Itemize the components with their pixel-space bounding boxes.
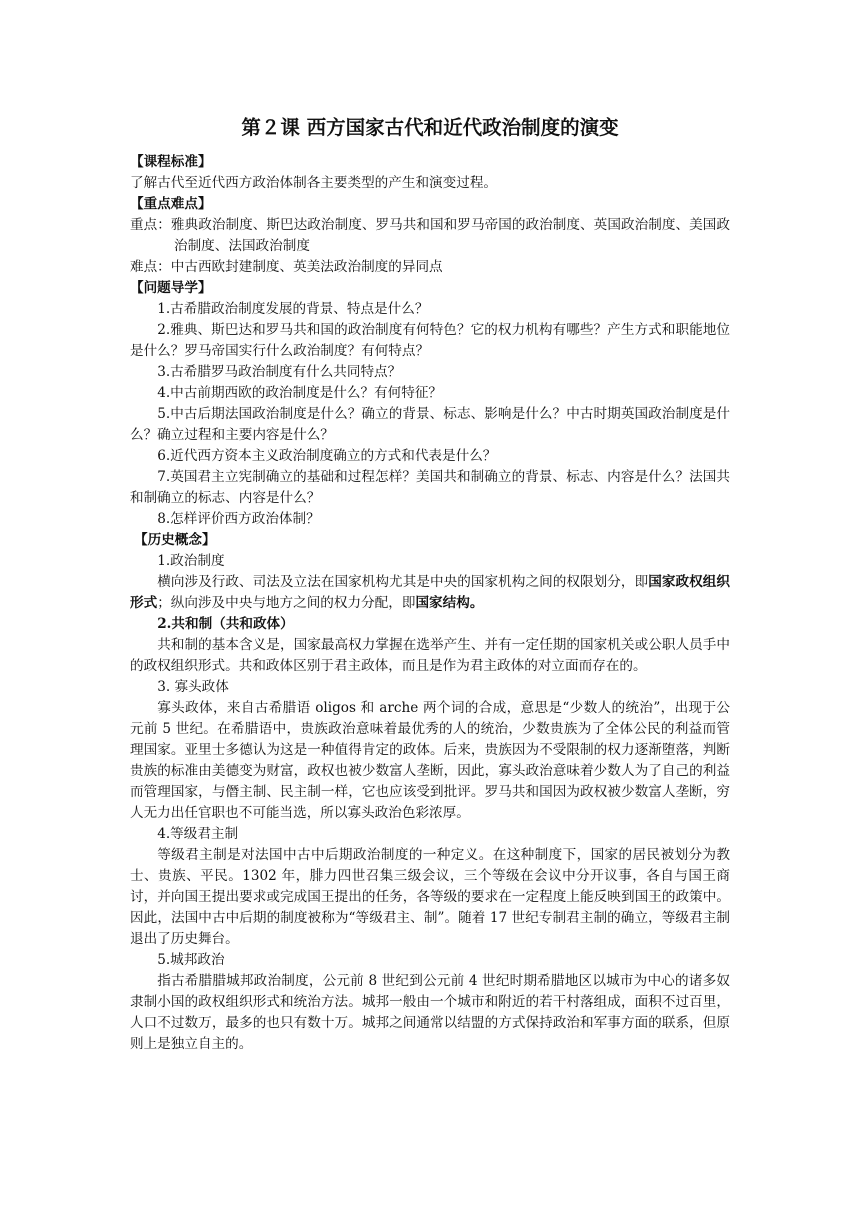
question-item: 3.古希腊罗马政治制度有什么共同特点？ (157, 364, 402, 380)
concept-text: 横向涉及行政、司法及立法在国家机构尤其是中央的国家机构之间的权限划分，即 (157, 574, 649, 590)
question-item: 2.雅典、斯巴达和罗马共和国的政治制度有何特色？它的权力机构有哪些？产生方式和职能地位是什么？罗马帝国实行什么政治制度？有何特点？ (130, 322, 730, 359)
section-heading-key-points: 【重点难点】 (130, 196, 212, 212)
section-heading-concepts: 【历史概念】 (134, 532, 216, 548)
question-item: 5.中古后期法国政治制度是什么？确立的背景、标志、影响是什么？中古时期英国政治制度是什么？确立过程和主要内容是什么？ (130, 406, 730, 443)
focus-label: 重点： (130, 217, 171, 233)
concept-title: 2.共和制（共和政体） (157, 616, 294, 632)
concept-emphasis: 国家政权组织形式 (130, 574, 731, 611)
focus-paragraph (130, 215, 730, 257)
concept-paragraph (130, 572, 730, 614)
standard-text: 了解古代至近代西方政治体制各主要类型的产生和演变过程。 (130, 175, 498, 191)
concept-paragraph: 指古希腊腊城邦政治制度，公元前 8 世纪到公元前 4 世纪时期希腊地区以城市为中心的诸多奴隶制小国的政权组织形式和统治方法。城邦一般由一个城市和附近的若干村落组成，面积不过百里，人口不过数万，最多的也只有数十万。城邦之间通常以结盟的方式保持政治和军事方面的联系，但原则上是独立自主的。 (130, 973, 730, 1052)
concept-emphasis: 国家结构。 (415, 595, 484, 611)
concept-title: 1.政治制度 (157, 553, 225, 569)
section-heading-standard: 【课程标准】 (130, 154, 212, 170)
focus-text: 雅典政治制度、斯巴达政治制度、罗马共和国和罗马帝国的政治制度、英国政治制度、美国政治制度、法国政治制度 (170, 217, 731, 254)
concept-title: 5.城邦政治 (157, 952, 225, 968)
difficulty-label: 难点： (130, 259, 171, 275)
page-title: 第２课 西方国家古代和近代政治制度的演变 (241, 116, 619, 139)
concept-title: 4.等级君主制 (157, 826, 239, 842)
concept-text: ；纵向涉及中央与地方之间的权力分配，即 (157, 595, 416, 611)
concept-paragraph: 寡头政体，来自古希腊语 oligos 和 arche 两个词的合成，意思是“少数人的统治”，出现于公元前 5 世纪。在希腊语中，贵族政治意味着最优秀的人的统治，少数贵族为了全体公民的利益而管理国家。亚里士多德认为这是一种值得肯定的政体。后来，贵族因为不受限制的权力逐渐堕落，判断贵族的标准由美德变为财富，政权也被少数富人垄断，因此，寡头政治意味着少数人为了自己的利益而管理国家，与僭主制、民主制一样，它也应该受到批评。罗马共和国因为政权被少数富人垄断，穷人无力出任官职也不可能当选，所以寡头政治色彩浓厚。 (130, 700, 730, 821)
concept-paragraph: 共和制的基本含义是，国家最高权力掌握在选举产生、并有一定任期的国家机关或公职人员手中的政权组织形式。共和政体区别于君主政体，而且是作为君主政体的对立面而存在的。 (130, 637, 730, 674)
concept-title: 3. 寡头政体 (157, 679, 229, 695)
question-item: 1.古希腊政治制度发展的背景、特点是什么？ (157, 301, 429, 317)
question-item: 8.怎样评价西方政治体制？ (157, 511, 320, 527)
difficulty-paragraph (130, 257, 730, 278)
document-body (130, 114, 730, 1055)
question-item: 7.英国君主立宪制确立的基础和过程怎样？美国共和制确立的背景、标志、内容是什么？法国共和制确立的标志、内容是什么？ (130, 469, 730, 506)
question-item: 6.近代西方资本主义政治制度确立的方式和代表是什么？ (157, 448, 497, 464)
question-item: 4.中古前期西欧的政治制度是什么？有何特征？ (157, 385, 443, 401)
section-heading-questions: 【问题导学】 (130, 280, 212, 296)
difficulty-text: 中古西欧封建制度、英美法政治制度的异同点 (170, 259, 443, 275)
concept-paragraph: 等级君主制是对法国中古中后期政治制度的一种定义。在这种制度下，国家的居民被划分为教士、贵族、平民。1302 年，腓力四世召集三级会议，三个等级在会议中分开议事，各自与国王商讨，并向国王提出要求或完成国王提出的任务，各等级的要求在一定程度上能反映到国王的政策中。因此，法国中古中后期的制度被称为“等级君主、制”。随着 17 世纪专制君主制的确立，等级君主制退出了历史舞台。 (130, 847, 730, 947)
